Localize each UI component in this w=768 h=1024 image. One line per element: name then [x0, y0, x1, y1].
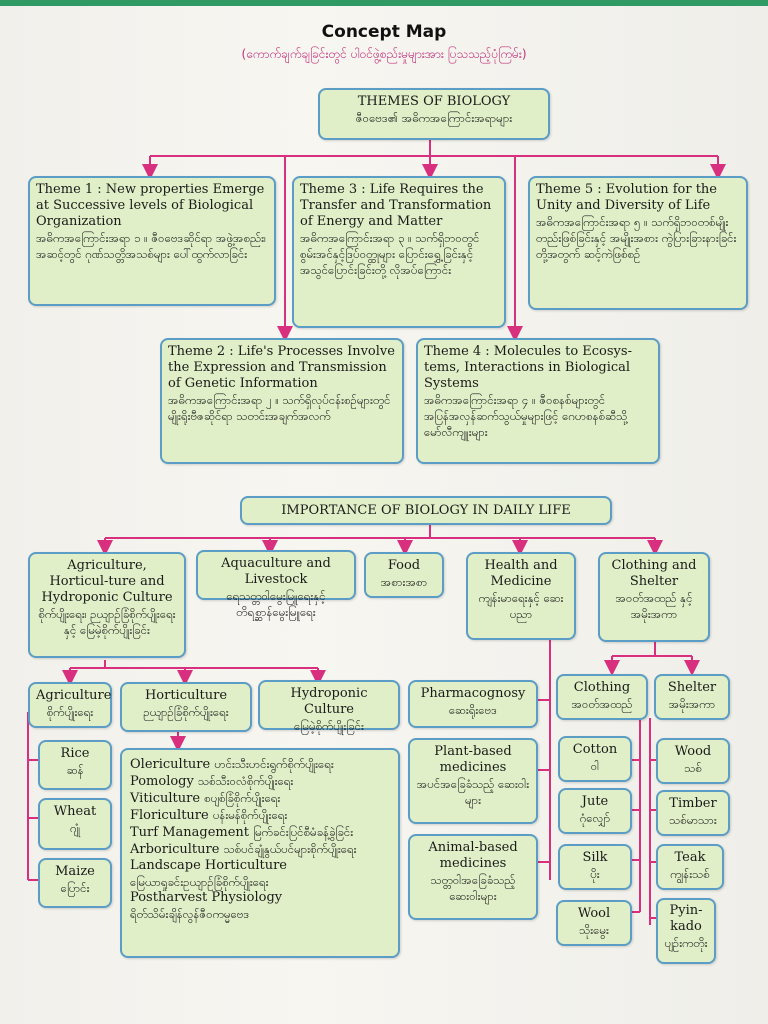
theme-4-box — [416, 338, 660, 464]
branch-agriculture-title: Agriculture — [36, 688, 112, 703]
importance-food-title: Food — [387, 558, 421, 573]
page-title: Concept Map — [321, 22, 447, 42]
branch-horticulture-title: Horticulture — [144, 688, 228, 703]
medicine-animal-box — [408, 834, 538, 920]
importance-aquaculture-box — [196, 550, 356, 619]
theme-5-box — [528, 176, 748, 310]
shelter-timber-box — [656, 790, 730, 836]
theme-1-desc: အဓိကအကြောင်းအရာ ၁ ။ ဇီဝဗေဒဆိုင်ရာ အဖွဲ့အစည်း၊ အဆင့်တွင် ဂုဏ်သတ္တိအသစ်များ ပေါ်ထွက်လာခြင်း — [36, 231, 266, 261]
medicine-plant-desc: အပင်အခြေခံသည့် ဆေးဝါးများ — [416, 777, 530, 807]
hort-row: မြေယာရှုခင်းဥယျာဉ်ခြံစိုက်ပျိုးရေး — [130, 875, 269, 889]
clothing-jute-desc: ဂုံလျှော် — [579, 811, 611, 825]
hort-row: Arboriculture သစ်ပင်ချုံနွယ်ပင်များစိုက်ပျိုးရေး — [130, 842, 357, 857]
shelter-pyinkado-box — [656, 898, 716, 964]
clothing-silk-box — [558, 844, 632, 890]
crop-maize-desc: ပြောင်း — [60, 881, 90, 895]
clothing-cotton-title: Cotton — [572, 742, 618, 757]
clothing-wool-title: Wool — [577, 906, 611, 921]
theme-3-desc: အဓိကအကြောင်းအရာ ၃ ။ သက်ရှိဘဝတွင် စွမ်းအင်နှင့်ဒြပ်ဝတ္ထုများ ပြောင်းရွှေ့ခြင်းနှင့် အသွင်ပြောင်းခြင်းတို့ လိုအပ်ကြောင်း — [300, 231, 480, 277]
importance-aquaculture-title: Aquaculture and Livestock — [221, 556, 331, 587]
themes-root-box — [318, 88, 550, 140]
medicine-plant-title: Plant-based medicines — [434, 744, 512, 775]
importance-food-box — [364, 552, 444, 598]
importance-clothing-shelter-desc: အဝတ်အထည် နှင့် အမိုးအကာ — [615, 591, 693, 621]
medicine-pharmacognosy-desc: ဆေးရိုးဗေဒ — [448, 703, 498, 717]
hort-row: Pomology သစ်သီးဝလံစိုက်ပျိုးရေး — [130, 774, 294, 789]
crop-wheat-title: Wheat — [53, 804, 97, 819]
importance-agriculture-desc: စိုက်ပျိုးရေး၊ ဉယျာဉ်ခြံစိုက်ပျိုးရေးနှင့် မြေမဲ့စိုက်ပျိုးခြင်း — [38, 607, 176, 637]
hort-row: Postharvest Physiology — [130, 890, 283, 905]
theme-4-desc: အဓိကအကြောင်းအရာ ၄ ။ ဇီဝစနစ်များတွင် အပြန်အလှန်ဆက်သွယ်မှုများဖြင့် ဂေဟစနစ်ဆီသို့ မော်လီကျူးများ — [424, 393, 628, 439]
branch-horticulture-desc: ဉယျာဉ်ခြံစိုက်ပျိုးရေး — [143, 705, 229, 719]
importance-food-desc: အစားအစာ — [380, 575, 428, 589]
importance-clothing-shelter-box — [598, 552, 710, 642]
crop-wheat-desc: ဂျုံ — [69, 821, 81, 835]
branch-agriculture-box — [28, 682, 112, 728]
importance-health-title: Health and Medicine — [484, 558, 558, 589]
crop-rice-desc: ဆန် — [66, 763, 84, 777]
shelter-pyinkado-title: Pyin-kado — [669, 903, 703, 934]
branch-agriculture-desc: စိုက်ပျိုးရေး — [46, 705, 94, 719]
hort-row: Turf Management မြက်ခင်းပြင်စီမံခန့်ခွဲခြင်း — [130, 825, 354, 840]
importance-agriculture-title: Agriculture, Horticul-ture and Hydroponic Culture — [41, 558, 173, 605]
horticulture-list-box — [120, 748, 400, 958]
branch-hydroponic-box — [258, 680, 400, 733]
crop-rice-box — [38, 740, 112, 790]
theme-3-box — [292, 176, 506, 328]
branch-horticulture-box — [120, 682, 252, 732]
themes-root-subtitle: ဇီဝဗေဒ၏ အဓိကအကြောင်းအရာများ — [355, 111, 513, 125]
medicine-animal-title: Animal-based medicines — [428, 840, 518, 871]
importance-aquaculture-desc: ရေသတ္တဝါမွေးမြူရေးနှင့် တိရစ္ဆာန်မွေးမြူရေး — [226, 589, 326, 619]
importance-health-desc: ကျန်းမာရေးနှင့် ဆေးပညာ — [478, 591, 564, 621]
theme-5-title: Theme 5 : Evolution for the Unity and Diversity of Life — [536, 182, 717, 213]
hort-row: Viticulture စပျစ်ခြံစိုက်ပျိုးရေး — [130, 791, 281, 806]
clothing-wool-box — [556, 900, 632, 946]
shelter-pyinkado-desc: ပျဉ်းကတိုး — [664, 936, 708, 950]
hort-row: Floriculture ပန်းမန်စိုက်ပျိုးရေး — [130, 808, 288, 823]
importance-root-title: IMPORTANCE OF BIOLOGY IN DAILY LIFE — [281, 503, 571, 518]
branch-hydroponic-title: Hydroponic Culture — [290, 686, 368, 717]
medicine-pharmacognosy-title: Pharmacognosy — [420, 686, 526, 701]
medicine-pharmacognosy-box — [408, 680, 538, 728]
medicine-animal-desc: သတ္တဝါအခြေခံသည့် ဆေးဝါးများ — [430, 873, 516, 903]
shelter-timber-desc: သစ်မာသား — [669, 813, 717, 827]
shelter-teak-title: Teak — [674, 850, 706, 865]
clothing-silk-desc: ပိုး — [590, 867, 600, 881]
theme-1-title: Theme 1 : New properties Emerge at Successive levels of Biological Organization — [36, 182, 265, 229]
clothing-cotton-desc: ဝါ — [590, 759, 600, 773]
shelter-wood-box — [656, 738, 730, 784]
importance-health-box — [466, 552, 576, 640]
importance-clothing-shelter-title: Clothing and Shelter — [611, 558, 697, 589]
clothing-cotton-box — [558, 736, 632, 782]
shelter-root-desc: အမိုးအကာ — [668, 697, 716, 711]
hort-row: Olericulture ဟင်းသီးဟင်းရွက်စိုက်ပျိုးရေး — [130, 757, 334, 772]
importance-root-box — [240, 496, 612, 525]
clothing-jute-title: Jute — [581, 794, 609, 809]
theme-2-box — [160, 338, 404, 464]
clothing-root-title: Clothing — [573, 680, 631, 695]
clothing-wool-desc: သိုးမွေး — [579, 923, 609, 937]
shelter-teak-box — [656, 844, 724, 890]
crop-wheat-box — [38, 798, 112, 850]
clothing-silk-title: Silk — [582, 850, 608, 865]
hort-row: Landscape Horticulture — [130, 858, 288, 873]
crop-rice-title: Rice — [60, 746, 90, 761]
branch-hydroponic-desc: မြေမဲ့စိုက်ပျိုးခြင်း — [294, 719, 364, 733]
theme-2-title: Theme 2 : Life's Processes Involve the Expression and Transmission of Genetic Information — [168, 344, 395, 391]
page-subtitle: (ကောက်ချက်ချခြင်းတွင် ပါဝင်ဖွဲ့စည်းမှုများအား ပြသသည့်ပုံကြမ်း) — [241, 47, 527, 61]
shelter-wood-title: Wood — [674, 744, 712, 759]
theme-1-box — [28, 176, 276, 306]
clothing-jute-box — [558, 788, 632, 834]
clothing-root-box — [556, 674, 648, 720]
shelter-root-title: Shelter — [667, 680, 717, 695]
importance-agriculture-box — [28, 552, 186, 658]
theme-4-title: Theme 4 : Molecules to Ecosys-tems, Interactions in Biological Systems — [424, 344, 632, 391]
theme-5-desc: အဓိကအကြောင်းအရာ ၅ ။ သက်ရှိဘဝတစ်မျိုးတည်းဖြစ်ခြင်းနှင့် အမျိုးအစား ကွဲပြားခြားနားခြင်းတို့အတွက် ဆင့်ကဲဖြစ်စဉ် — [536, 215, 737, 261]
shelter-teak-desc: ကျွန်းသစ် — [670, 867, 710, 881]
themes-root-title: THEMES OF BIOLOGY — [357, 94, 511, 109]
shelter-timber-title: Timber — [669, 796, 717, 811]
theme-3-title: Theme 3 : Life Requires the Transfer and Transformation of Energy and Matter — [300, 182, 492, 229]
clothing-root-desc: အဝတ်အထည် — [571, 697, 633, 711]
medicine-plant-box — [408, 738, 538, 824]
crop-maize-title: Maize — [55, 864, 95, 879]
theme-2-desc: အဓိကအကြောင်းအရာ ၂ ။ သက်ရှိလုပ်ငန်းစဉ်များတွင် မျိုးရိုးဗီဇဆိုင်ရာ သတင်းအချက်အလက် — [168, 393, 391, 423]
shelter-root-box — [654, 674, 730, 720]
crop-maize-box — [38, 858, 112, 908]
hort-row: ရိတ်သိမ်းချိန်လွန်ဇီဝကမ္မဗေဒ — [130, 907, 250, 921]
shelter-wood-desc: သစ် — [684, 761, 702, 775]
